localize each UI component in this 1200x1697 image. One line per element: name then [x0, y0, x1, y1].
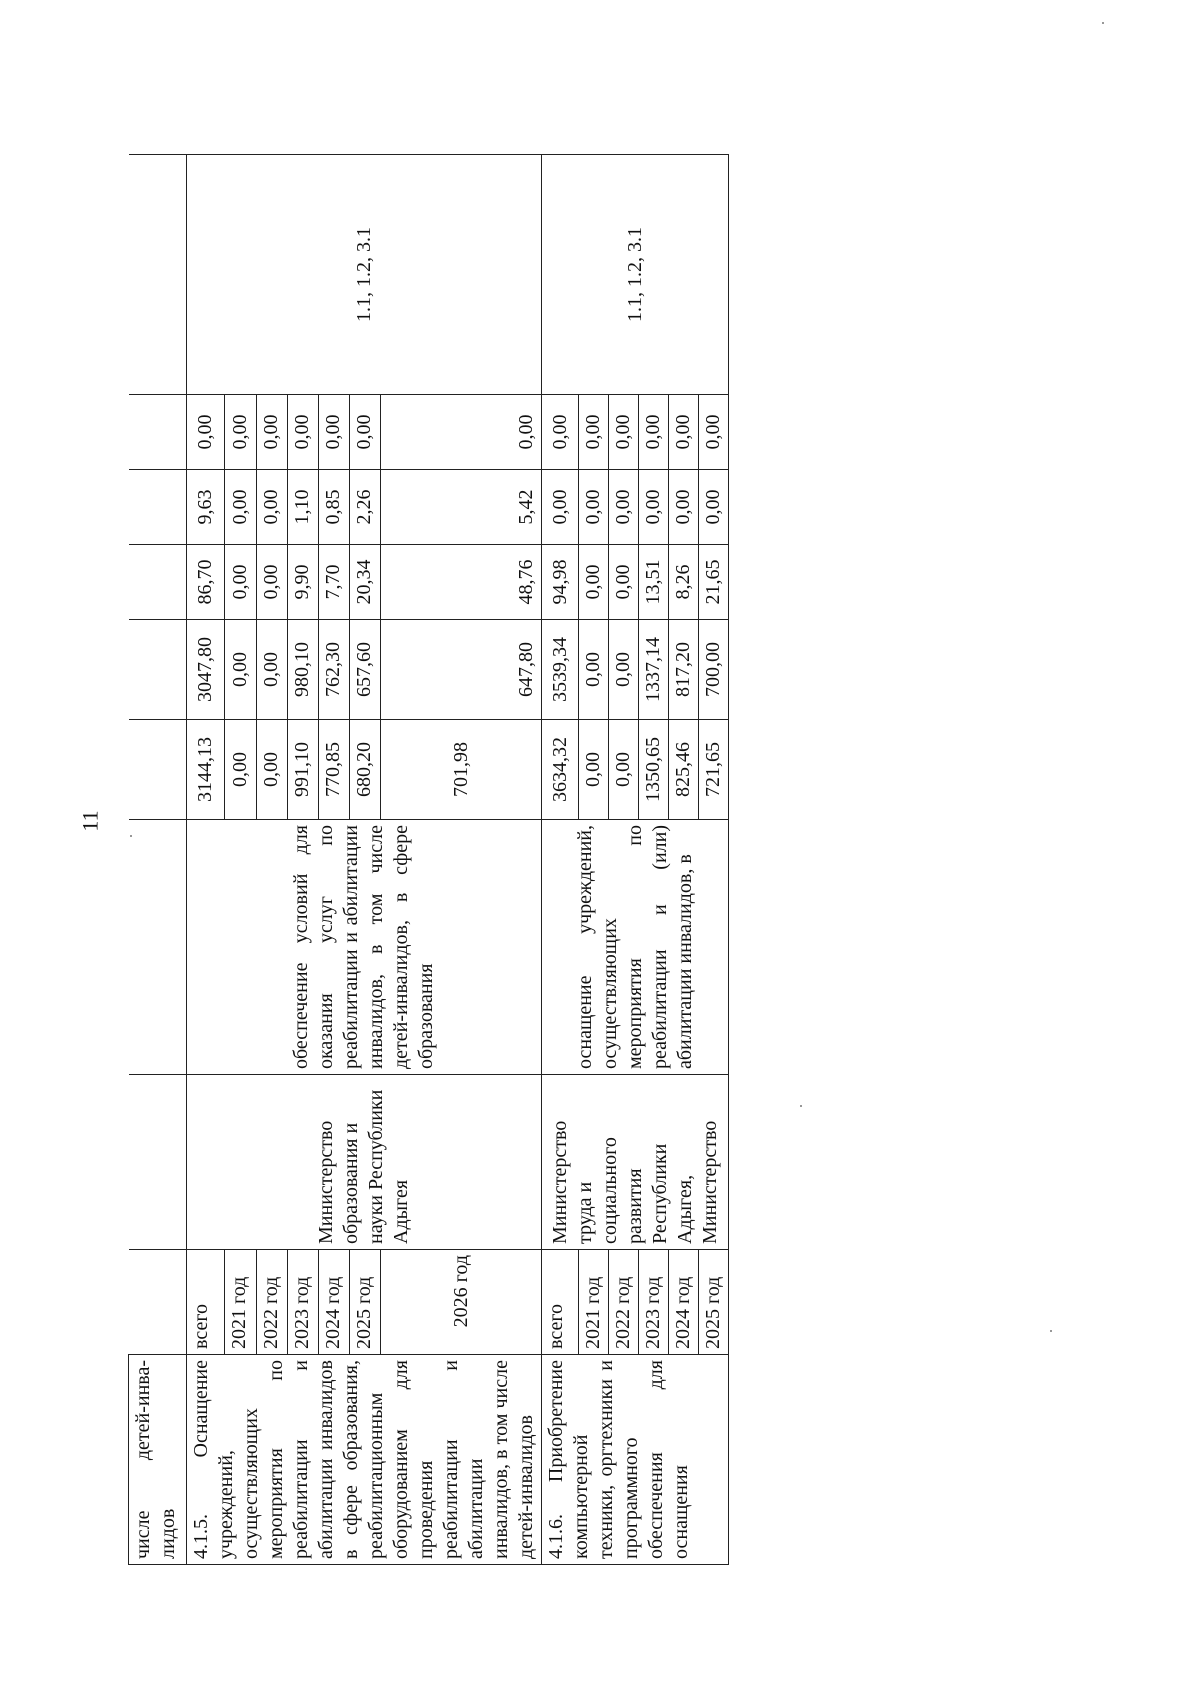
value-cell: 0,00	[256, 720, 287, 820]
value-cell: 0,00	[669, 395, 699, 470]
year-cell: 2022 год	[256, 1250, 287, 1355]
value-cell: 3539,34	[542, 620, 579, 720]
value-cell: 94,98	[542, 545, 579, 620]
empty-cell	[129, 1075, 187, 1250]
value-cell: 817,20	[669, 620, 699, 720]
value-cell: 0,00	[287, 395, 318, 470]
indicator-ref-cell: 1.1, 1.2, 3.1	[542, 155, 729, 395]
empty-cell	[129, 620, 187, 720]
year-cell: 2025 год	[699, 1250, 729, 1355]
empty-cell	[129, 395, 187, 470]
value-cell: 0,00	[381, 395, 542, 470]
value-cell: 0,00	[579, 470, 609, 545]
value-cell: 0,00	[639, 395, 669, 470]
measure-name-cell: 4.1.5. Оснащение учреждений, осуществляющих мероприятия по реабилитации и абилитации инвалидов в сфере образования, реабилитационным оборудованием для проведения реабилитации и абилитации инвалидов, в том числе детей-инвалидов	[187, 1355, 542, 1565]
empty-cell	[129, 820, 187, 1075]
year-cell: 2022 год	[609, 1250, 639, 1355]
value-cell: 0,00	[349, 395, 380, 470]
indicator-ref-cell: 1.1, 1.2, 3.1	[187, 155, 542, 395]
year-cell: 2025 год	[349, 1250, 380, 1355]
executor-cell: Министерство труда и социального развития Республики Адыгея, Министерство	[542, 1075, 729, 1250]
value-cell: 0,00	[225, 470, 256, 545]
value-cell: 0,00	[256, 620, 287, 720]
value-cell: 3144,13	[187, 720, 225, 820]
rotated-table-wrapper	[128, 155, 728, 1565]
value-cell: 1350,65	[639, 720, 669, 820]
scan-speck	[800, 1105, 802, 1107]
value-cell: 2,26	[349, 470, 380, 545]
value-cell: 0,00	[579, 620, 609, 720]
value-cell: 9,63	[187, 470, 225, 545]
empty-cell	[129, 545, 187, 620]
page-number: 11	[77, 810, 103, 832]
value-cell: 980,10	[287, 620, 318, 720]
value-cell: 991,10	[287, 720, 318, 820]
value-cell: 0,00	[699, 470, 729, 545]
scan-speck	[1102, 22, 1104, 24]
value-cell: 700,00	[699, 620, 729, 720]
empty-cell	[129, 155, 187, 395]
scan-speck	[1050, 1330, 1052, 1332]
year-cell: 2026 год	[381, 1250, 542, 1355]
empty-cell	[129, 720, 187, 820]
value-cell: 3047,80	[187, 620, 225, 720]
executor-cell: Министерство образования и науки Республики Адыгея	[187, 1075, 542, 1250]
value-cell: 0,00	[609, 545, 639, 620]
purpose-cell: обеспечение условий для оказания услуг по реабилитации и абилитации инвалидов, в том числе детей-инвалидов, в сфере образования	[187, 820, 542, 1075]
value-cell: 13,51	[639, 545, 669, 620]
value-cell: 0,00	[542, 395, 579, 470]
value-cell: 0,00	[225, 720, 256, 820]
value-cell: 0,00	[225, 395, 256, 470]
year-cell: 2023 год	[287, 1250, 318, 1355]
value-cell: 721,65	[699, 720, 729, 820]
measure-name-cell: 4.1.6. Приобретение компьютерной техники, оргтехники и программного обеспечения для оснащения	[542, 1355, 729, 1565]
value-cell: 0,00	[579, 720, 609, 820]
value-cell: 825,46	[669, 720, 699, 820]
table-row	[542, 155, 579, 1565]
measure-name-cell: числе детей-инва-лидов	[129, 1355, 187, 1565]
year-cell: 2024 год	[669, 1250, 699, 1355]
value-cell: 0,00	[639, 470, 669, 545]
value-cell: 0,00	[256, 470, 287, 545]
value-cell: 86,70	[187, 545, 225, 620]
value-cell: 48,76	[381, 545, 542, 620]
value-cell: 0,00	[579, 545, 609, 620]
empty-cell	[129, 470, 187, 545]
value-cell: 3634,32	[542, 720, 579, 820]
table-row	[187, 155, 225, 1565]
value-cell: 8,26	[669, 545, 699, 620]
year-cell: всего	[187, 1250, 225, 1355]
year-cell: 2024 год	[318, 1250, 349, 1355]
value-cell: 1337,14	[639, 620, 669, 720]
value-cell: 21,65	[699, 545, 729, 620]
value-cell: 0,00	[256, 545, 287, 620]
value-cell: 0,00	[609, 395, 639, 470]
value-cell: 0,85	[318, 470, 349, 545]
value-cell: 647,80	[381, 620, 542, 720]
year-cell: всего	[542, 1250, 579, 1355]
value-cell: 680,20	[349, 720, 380, 820]
value-cell: 657,60	[349, 620, 380, 720]
value-cell: 0,00	[669, 470, 699, 545]
year-cell: 2021 год	[225, 1250, 256, 1355]
value-cell: 0,00	[609, 720, 639, 820]
year-cell: 2021 год	[579, 1250, 609, 1355]
value-cell: 0,00	[225, 620, 256, 720]
value-cell: 20,34	[349, 545, 380, 620]
program-measures-table	[128, 154, 729, 1565]
value-cell: 0,00	[542, 470, 579, 545]
value-cell: 0,00	[699, 395, 729, 470]
value-cell: 0,00	[187, 395, 225, 470]
value-cell: 0,00	[579, 395, 609, 470]
value-cell: 7,70	[318, 545, 349, 620]
value-cell: 701,98	[381, 720, 542, 820]
value-cell: 1,10	[287, 470, 318, 545]
value-cell: 9,90	[287, 545, 318, 620]
value-cell: 0,00	[318, 395, 349, 470]
table-row	[129, 155, 187, 1565]
value-cell: 762,30	[318, 620, 349, 720]
year-cell: 2023 год	[639, 1250, 669, 1355]
value-cell: 5,42	[381, 470, 542, 545]
empty-cell	[129, 1250, 187, 1355]
value-cell: 770,85	[318, 720, 349, 820]
purpose-cell: оснащение учреждений, осуществляющих мероприятия по реабилитации и (или) абилитации инвалидов, в	[542, 820, 729, 1075]
value-cell: 0,00	[225, 545, 256, 620]
value-cell: 0,00	[609, 470, 639, 545]
value-cell: 0,00	[609, 620, 639, 720]
value-cell: 0,00	[256, 395, 287, 470]
